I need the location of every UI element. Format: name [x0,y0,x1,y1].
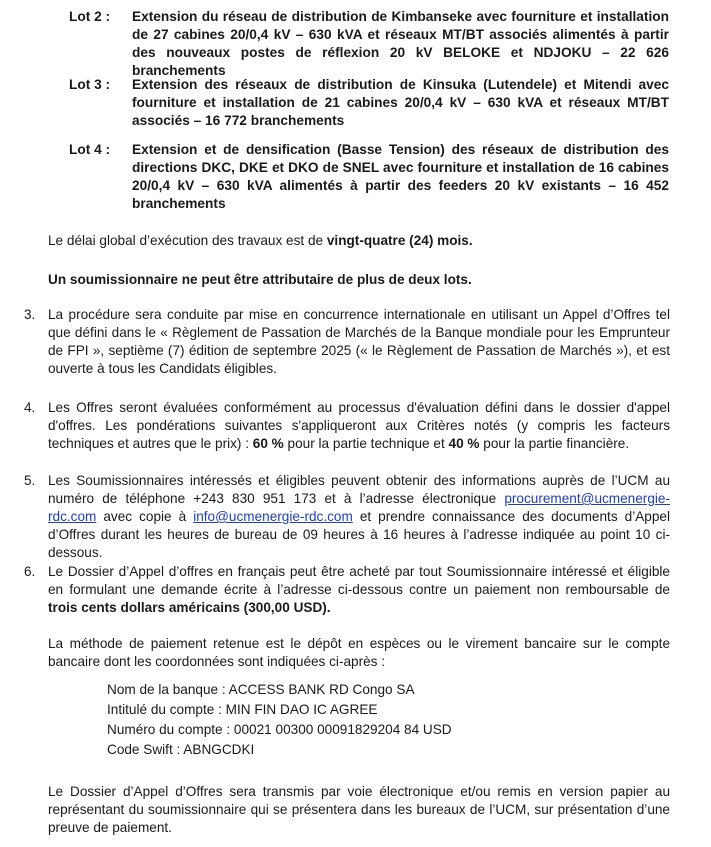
lot-4-label: Lot 4 : [69,142,111,157]
item-4-text-part2: pour la partie technique et [283,436,449,451]
lot-3-label: Lot 3 : [69,77,111,92]
execution-delay-text: Le délai global d’exécution des travaux est de [48,233,327,248]
swift-code: Code Swift : ABNGCDKI [107,742,255,757]
item-5-text-part2: avec copie à [96,509,194,524]
item-5-text [48,472,670,562]
item-5-text-part3: et prendre connaissance des documents d’Appel d’Offres durant les heures de bureau de 09 heures à 16 heures à l’adresse indiquée au point 10 ci-dessous. [48,509,670,560]
execution-delay-duration: vingt-quatre (24) mois. [326,233,473,248]
item-4-number: 4. [24,400,36,415]
lot-3-description: Extension des réseaux de distribution de Kinsuka (Lutendele) et Mitendi avec fourniture et installation de 21 cabines 20/0,4 kV – 630 kVA et réseaux MT/BT associés – 16 772 branchements [132,77,669,128]
item-5-number: 5. [24,473,36,488]
item-4-text [48,399,670,453]
lot-2 [69,8,669,78]
max-lots-rule: Un soumissionnaire ne peut être attributaire de plus de deux lots. [48,272,472,287]
item-6-text-part1: Le Dossier d’Appel d’offres en français peut être acheté par tout Soumissionnaire intéressé et éligible en formulant une demande écrite à l’adresse ci-dessous contre un paiement non remboursable de [48,564,670,597]
item-3-number: 3. [24,307,36,322]
item-5-text-part1: Les Soumissionnaires intéressés et éligibles peuvent obtenir des informations auprès de l’UCM au numéro de téléphone +243 830 951 173 et à l’adresse électronique [48,473,670,506]
info-email-link[interactable]: info@ucmenergie-rdc.com [193,509,353,524]
bank-details [107,680,627,760]
item-4-text-part3: pour la partie financière. [479,436,630,451]
account-number: Numéro du compte : 00021 00300 00091829204 84 USD [107,722,452,737]
lot-2-description: Extension du réseau de distribution de Kimbanseke avec fourniture et installation de 27 cabines 20/0,4 kV – 630 kVA et réseaux MT/BT associés alimentés à partir des nouveaux postes de réflexion 20 kV BELOKE et NDJOKU – 22 626 branchements [132,9,669,78]
item-4-text-part1: Les Offres seront évaluées conformément au processus d'évaluation défini dans le dossier d'appel d'offres. Les pondérations suivantes s'appliqueront aux Critères notés (y compris les facteurs techniques et autres que le prix) : [48,400,670,451]
lot-3 [69,76,669,132]
lot-4-description: Extension et de densification (Basse Tension) des réseaux de distribution des directions DKC, DKE et DKO de SNEL avec fourniture et installation de 16 cabines 20/0,4 kV – 630 kVA alimentés à partir des feeders 20 kV existants – 16 452 branchements [132,142,669,211]
technical-weight: 60 % [252,436,284,451]
account-title: Intitulé du compte : MIN FIN DAO IC AGREE [107,702,378,717]
item-6-text [48,563,670,617]
procurement-email-link[interactable]: procurement@ucmenergie-rdc.com [48,491,670,524]
lot-2-label: Lot 2 : [69,9,111,24]
execution-delay [48,232,670,250]
item-3-text: La procédure sera conduite par mise en concurrence internationale en utilisant un Appel d’Offres tel que défini dans le « Règlement de Passation de Marchés de la Banque mondiale pour les Emprunteur de FPI », septième (7) édition de septembre 2025 (« le Règlement de Passation de Marchés »), et est ouverte à tous les Candidats éligibles. [48,307,670,376]
item-6-number: 6. [24,564,36,579]
financial-weight: 40 % [448,436,480,451]
document-price: trois cents dollars américains (300,00 USD). [48,600,331,615]
lot-4 [69,141,669,215]
payment-method: La méthode de paiement retenue est le dépôt en espèces ou le virement bancaire sur le compte bancaire dont les coordonnées sont indiquées ci-après : [48,636,670,669]
bank-name: Nom de la banque : ACCESS BANK RD Congo SA [107,682,415,697]
document-delivery: Le Dossier d’Appel d’Offres sera transmis par voie électronique et/ou remis en version papier au représentant du soumissionnaire qui se présentera dans les bureaux de l’UCM, sur présentation d’une preuve de paiement. [48,784,670,835]
